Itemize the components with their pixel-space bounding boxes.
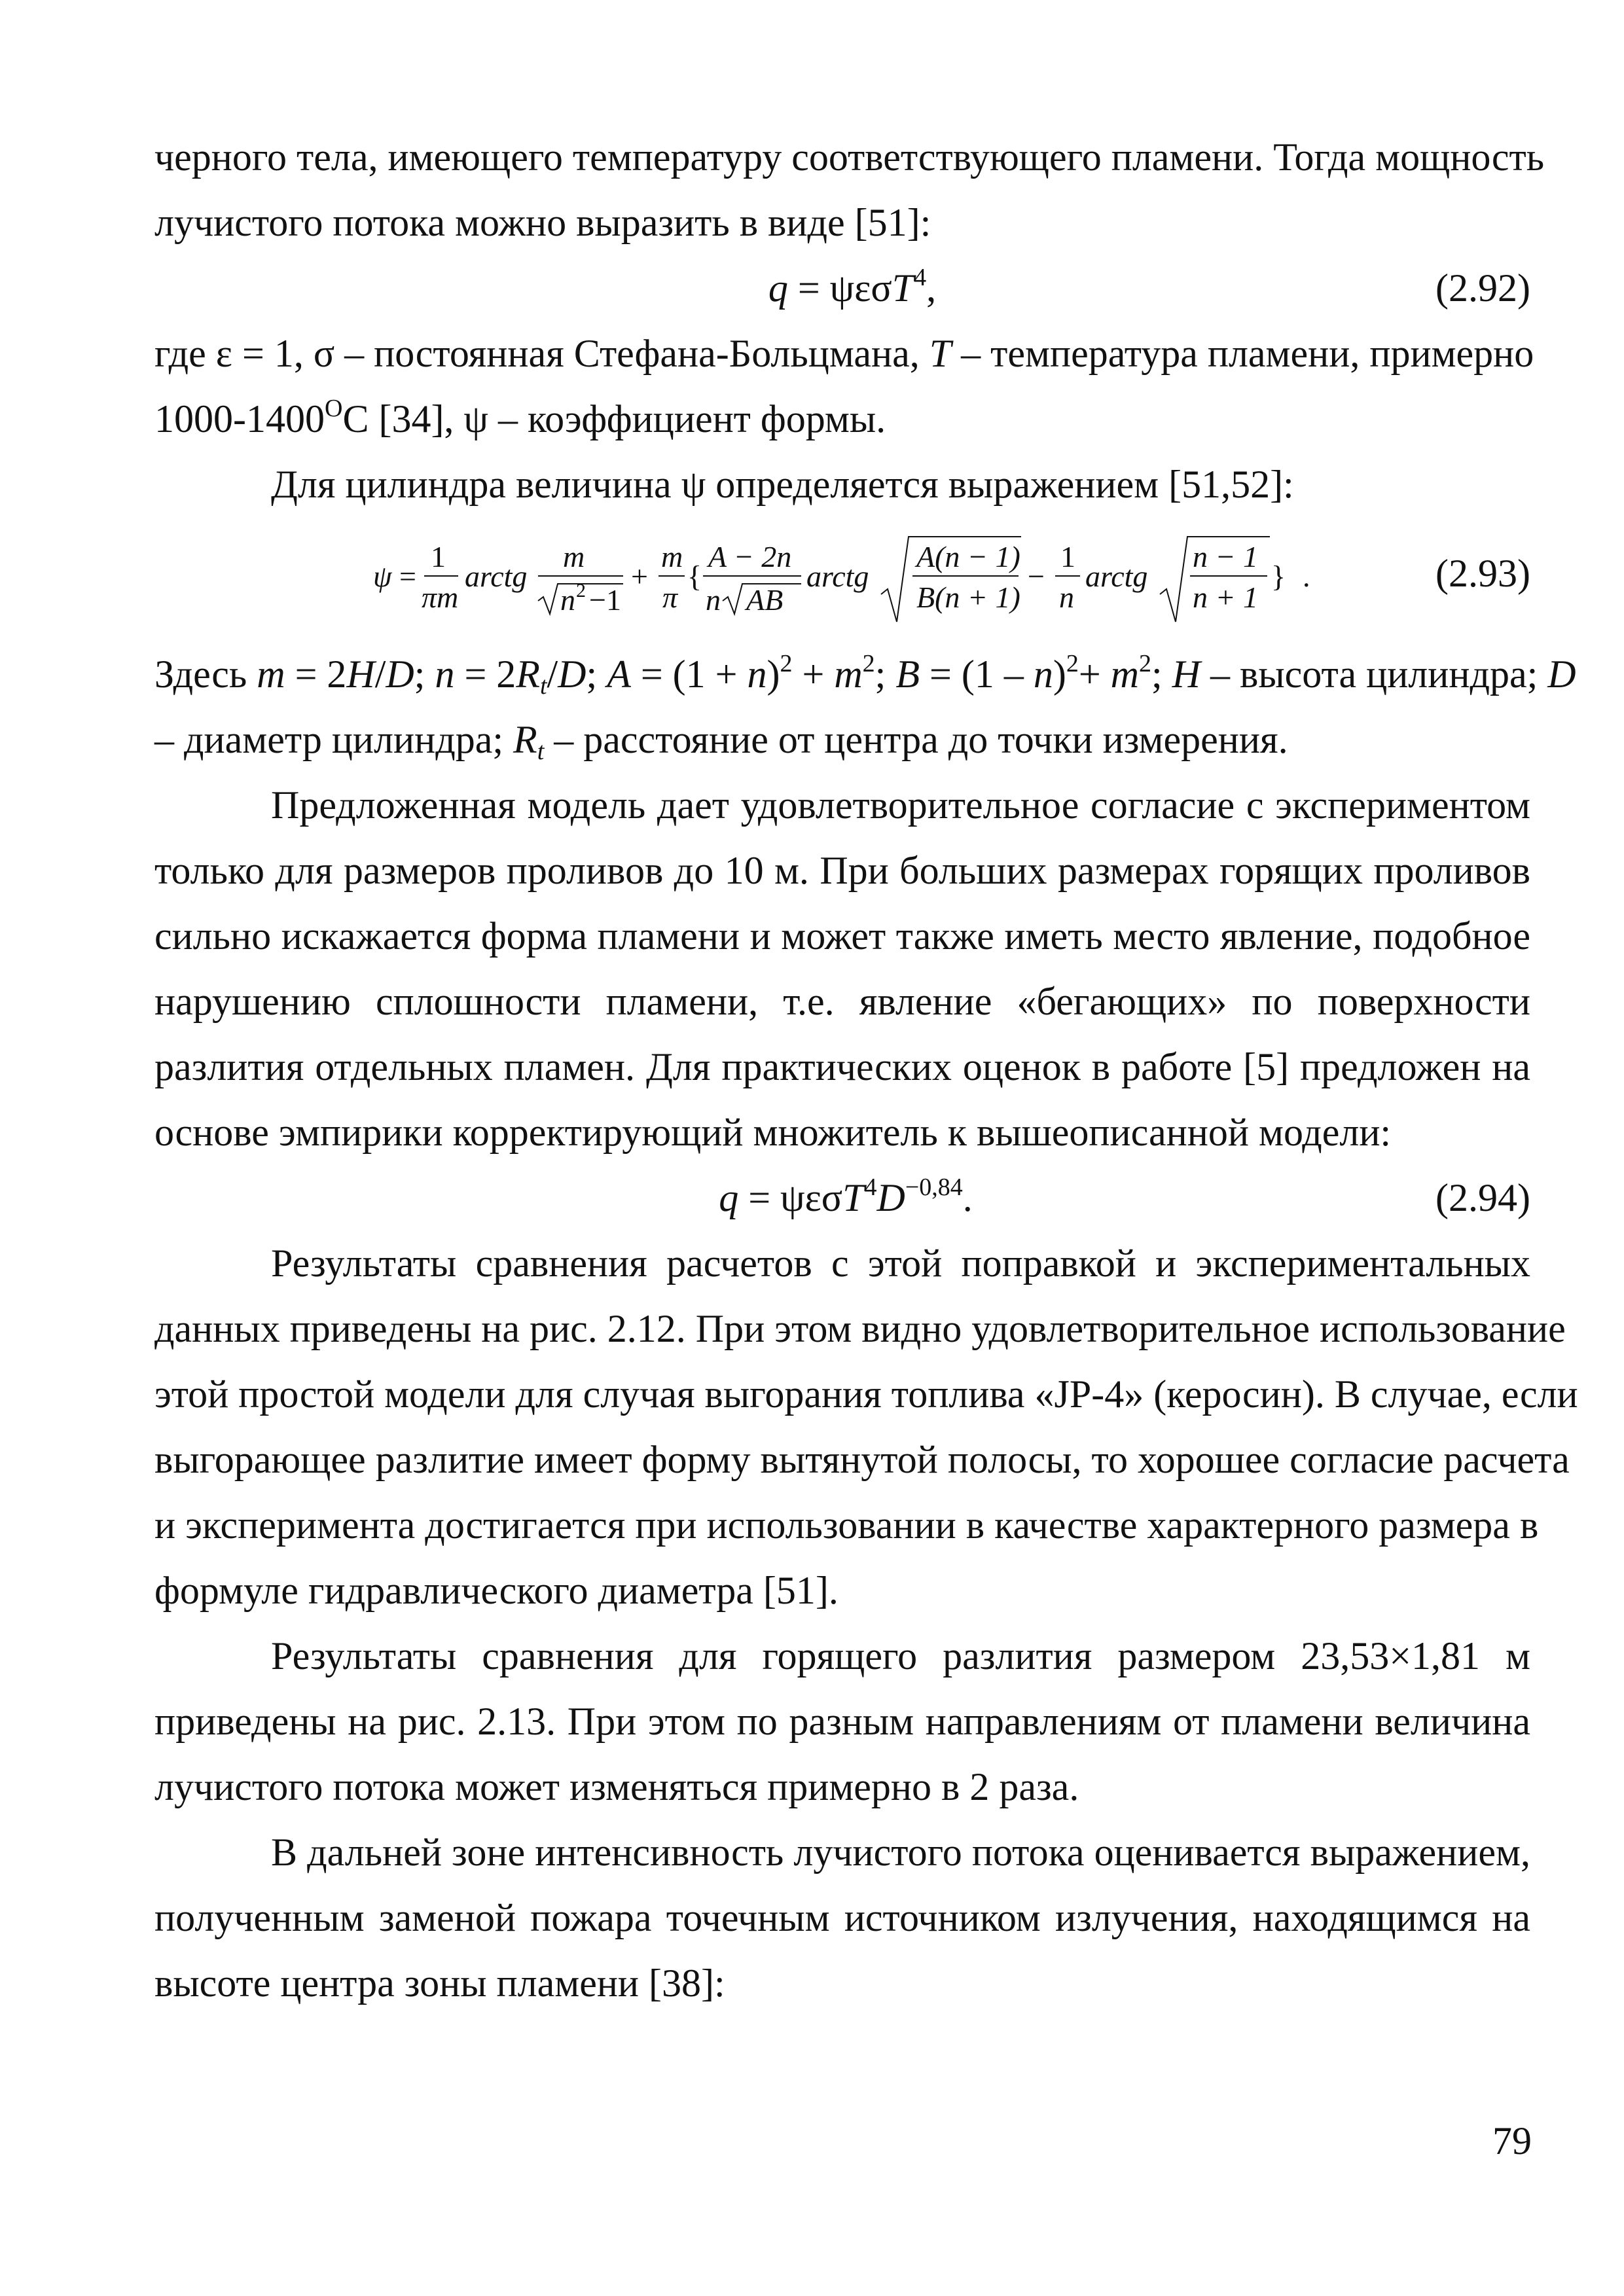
equation-number: (2.94): [1435, 1176, 1530, 1219]
eq-frac-num: A(n − 1): [916, 540, 1020, 573]
paragraph-line: только для размеров проливов до 10 м. При больших размерах горящих проливов: [154, 849, 1530, 892]
eq-var-n: n: [560, 583, 575, 617]
paragraph-line: высоте центра зоны пламени [38]:: [154, 1962, 725, 2005]
eq-minus: −: [1028, 560, 1045, 593]
equation-2-92: q = ψεσT$^4$, (2.92): [154, 262, 1530, 314]
paragraph-line: формуле гидравлического диаметра [51].: [154, 1569, 839, 1612]
eq-var-q: q: [768, 266, 788, 310]
paragraph-line: – диаметр цилиндра; $R_t$ – расстояние от центра до точки измерения.: [154, 718, 1288, 765]
eq-equals: =: [399, 560, 416, 593]
eq-var-ab: AB: [746, 583, 784, 617]
paragraph-line: полученным заменой пожара точечным источником излучения, находящимся на: [154, 1896, 1530, 1939]
eq-frac-num: 1: [1060, 540, 1075, 573]
paragraph-line: приведены на рис. 2.13. При этом по разным направлениям от пламени величина: [154, 1700, 1530, 1743]
paragraph-line: нарушению сплошности пламени, т.е. явление «бегающих» по поверхности: [154, 980, 1530, 1023]
eq-frac-den: πm: [422, 581, 459, 614]
eq-brace: }: [1271, 560, 1286, 593]
eq-minus-one: −1: [589, 583, 621, 617]
paragraph-line: Результаты сравнения расчетов с этой поправкой и экспериментальных: [271, 1242, 1530, 1285]
eq-frac-den: n: [1059, 581, 1074, 614]
eq-var-n: n: [706, 583, 721, 617]
eq-brace: {: [687, 560, 702, 593]
eq-frac-num: 1: [431, 540, 446, 573]
eq-frac-num: m: [661, 540, 683, 573]
eq-plus: +: [631, 560, 648, 593]
eq-dot: .: [1303, 560, 1310, 593]
eq-frac-num: n − 1: [1193, 540, 1259, 573]
paragraph-line: выгорающее разлитие имеет форму вытянутой полосы, то хорошее согласие расчета: [154, 1438, 1570, 1481]
paragraph-line: сильно искажается форма пламени и может также иметь место явление, подобное: [154, 914, 1530, 958]
paragraph-line: основе эмпирики корректирующий множитель к вышеописанной модели:: [154, 1111, 1392, 1154]
eq-psi: ψ: [373, 560, 392, 593]
paragraph-line: этой простой модели для случая выгорания топлива «JP-4» (керосин). В случае, если: [154, 1372, 1578, 1416]
paragraph-line: где ε = 1, σ – постоянная Стефана-Больцмана, T – температура пламени, примерно: [154, 332, 1534, 375]
eq-frac-num: A − 2n: [708, 540, 792, 573]
paragraph-line: данных приведены на рис. 2.12. При этом видно удовлетворительное использование: [154, 1307, 1566, 1350]
page-number: 79: [1492, 2119, 1532, 2162]
paragraph-line: Здесь m = 2H/D; $n = 2R_t/D$; $A = (1 + n)^2 + m^2$; $B = (1 - n)^2+ m^2$; H – высота цилиндра; D: [154, 650, 1576, 700]
paragraph-line: лучистого потока можно выразить в виде [51]:: [154, 201, 931, 244]
eq-arctg: arctg: [465, 560, 528, 593]
eq-var-T: T: [892, 266, 914, 310]
paragraph-line: Предложенная модель дает удовлетворительное согласие с экспериментом: [271, 783, 1530, 827]
paragraph-line: Результаты сравнения для горящего разлития размером 23,53×1,81 м: [271, 1634, 1530, 1677]
paragraph-line: и эксперимента достигается при использовании в качестве характерного размера в: [154, 1503, 1539, 1547]
paragraph-line: черного тела, имеющего температуру соответствующего пламени. Тогда мощность: [154, 135, 1545, 179]
eq-frac-den: π: [662, 581, 678, 614]
eq-arctg: arctg: [806, 560, 869, 593]
paragraph-line: разлития отдельных пламен. Для практических оценок в работе [5] предложен на: [154, 1045, 1530, 1088]
eq-frac-den: n + 1: [1193, 581, 1259, 614]
equation-2-94: $q = \psi\varepsilon\sigma T^4D^{-0,84}$. (2.94): [154, 1172, 1530, 1224]
paragraph-line: В дальней зоне интенсивность лучистого потока оценивается выражением,: [271, 1831, 1530, 1874]
paragraph-line: лучистого потока может изменяться примерно в 2 раза.: [154, 1765, 1079, 1808]
eq-frac-den: B(n + 1): [916, 581, 1020, 614]
equation-number: (2.93): [1435, 552, 1530, 595]
eq-arctg: arctg: [1085, 560, 1148, 593]
eq-exponent: 2: [576, 580, 586, 601]
equation-number: (2.92): [1435, 266, 1530, 310]
paragraph-line: Для цилиндра величина ψ определяется выражением [51,52]:: [271, 463, 1294, 506]
eq-frac-num: m: [563, 540, 585, 573]
equation-2-93: [367, 524, 1532, 628]
paragraph-line: $1000-1400^OC$ [34], ψ – коэффициент формы.: [154, 395, 886, 440]
